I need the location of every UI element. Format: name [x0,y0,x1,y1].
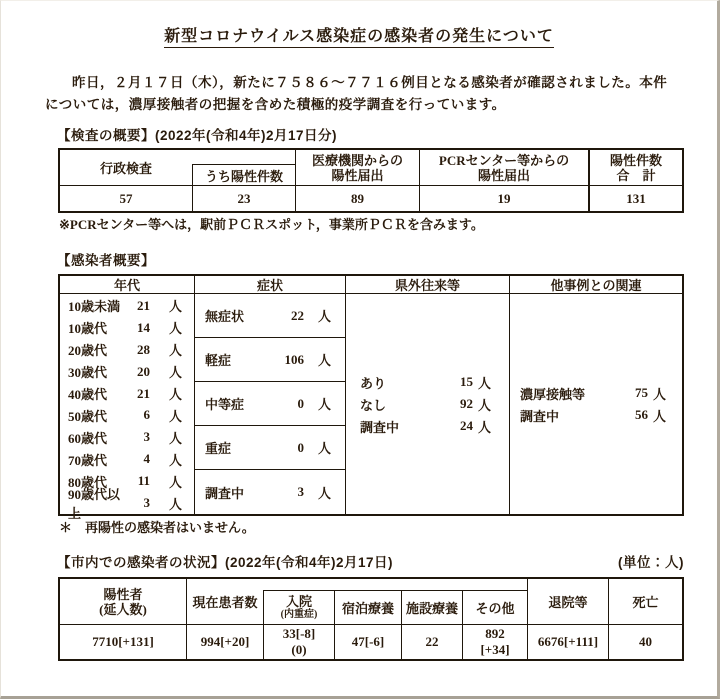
link-count: 56 [634,407,648,422]
symptom-count: 3 [297,484,304,499]
col-header-travel: 県外往来等 [345,276,509,294]
col-header-pcr-reports [419,150,588,186]
age-count: 28 [137,341,150,357]
col-header-current-patients: 現在患者数 [186,579,263,625]
age-label: 90歳代以上 [68,487,121,522]
unit-label: 人 [317,397,331,412]
age-row [68,295,182,317]
inspection-summary-table [58,148,684,213]
travel-label: なし [360,397,387,413]
col-header-medical-line2: 陽性届出 [331,167,384,183]
col-header-other: その他 [462,590,527,625]
age-row [68,339,182,361]
unit-label: 人 [317,353,331,368]
unit-label: 人 [168,299,182,315]
value-hospitalized-line1: 33[-8] [282,626,316,641]
link-label: 調査中 [520,408,560,424]
age-row [68,426,182,448]
col-header-facility-care: 施設療養 [401,590,462,625]
age-label: 20歳代 [68,343,108,359]
age-count: 21 [137,297,150,313]
value-positives: 7710[+131] [92,634,154,649]
travel-row [360,371,491,393]
travel-row [360,393,491,415]
age-label: 70歳代 [68,452,108,468]
col-header-age: 年代 [60,276,194,294]
age-row [68,487,182,522]
unit-label: 人 [652,408,666,424]
link-label: 濃厚接触等 [520,386,586,402]
age-label: 40歳代 [68,387,108,402]
symptom-count: 0 [297,439,304,455]
symptom-count: 106 [284,351,304,367]
age-row [68,448,182,470]
age-row [68,317,182,339]
value-deaths: 40 [608,625,682,659]
unit-label: 人 [477,397,491,413]
travel-label: 調査中 [360,419,400,435]
value-admin-test: 57 [119,190,133,206]
age-label: 50歳代 [68,408,108,424]
unit-label: 人 [168,452,182,468]
intro-paragraph: 昨日，２月１７日（木），新たに７５８６～７７１６例目となる感染者が確認されました。本件については，濃厚接触者の把握を含めた積極的疫学調査を行っています。 [45,75,668,112]
inspection-summary-heading: 【検査の概要】(2022年(令和4年)2月17日分) [57,128,338,143]
age-row [68,361,182,383]
symptom-label: 重症 [205,441,232,456]
value-current-patients: 994[+20] [186,625,263,659]
age-count: 3 [143,429,150,445]
header-gap-cell [263,579,527,590]
value-hotel-care: 47[-6] [334,625,401,659]
age-label: 30歳代 [68,365,108,381]
symptom-label: 軽症 [205,353,232,368]
pcr-note: ※PCRセンター等へは，駅前ＰＣＲスポット，事業所ＰＣＲを含みます。 [59,217,484,232]
link-row [520,382,666,404]
case-overview-table [58,274,684,522]
age-label: 10歳代 [68,321,108,337]
col-header-other-links: 他事例との関連 [509,276,682,294]
value-other [462,625,527,659]
value-hospitalized [263,625,334,659]
unit-label: 人 [168,474,182,490]
col-header-admin-test: 行政検査 [60,150,192,186]
age-row [68,404,182,426]
value-discharged: 6676[+111] [527,625,608,659]
value-hospitalized-line2: (0) [291,642,307,657]
symptom-row [195,338,345,382]
unit-label: 人 [168,321,182,337]
city-status-table [58,577,684,661]
unit-label: 人 [477,375,491,391]
age-distribution-list [60,294,194,522]
age-count: 6 [143,407,150,423]
col-header-symptoms: 症状 [194,276,345,294]
unit-label: 人 [168,387,182,402]
col-header-positives-line1: 陽性者 [103,586,143,602]
col-header-medical-line1: 医療機関からの [311,152,403,168]
col-header-deaths: 死亡 [608,579,682,625]
col-header-discharged: 退院等 [527,579,608,625]
unit-label: 人 [168,365,182,381]
age-label: 60歳代 [68,430,108,446]
symptom-label: 調査中 [205,485,245,501]
col-header-pcr-line2: 陽性届出 [477,167,530,183]
age-count: 3 [143,495,150,511]
col-header-hotel-care: 宿泊療養 [334,590,401,625]
age-label: 80歳代 [68,474,108,490]
col-header-positives-line2: (延人数) [99,601,147,617]
unit-label: 人 [168,408,182,424]
link-row [520,404,666,426]
symptom-row [195,294,345,338]
age-count: 14 [137,319,150,335]
travel-count: 92 [459,396,473,411]
unit-label: 人 [168,343,182,359]
unit-label: 人 [317,309,331,324]
travel-row [360,415,491,437]
age-count: 4 [143,451,150,467]
page-title-text: 新型コロナウイルス感染症の感染者の発生について [164,28,554,48]
value-positive-total: 131 [588,186,682,211]
symptom-count: 22 [290,307,304,323]
unit-label: 人 [317,485,331,501]
symptom-row [195,426,345,470]
col-header-hospitalized [263,590,334,625]
unit-label: 人 [317,441,331,456]
value-other-line1: 892 [485,626,505,641]
value-other-line2: [+34] [480,642,510,657]
unit-label: 人 [168,430,182,446]
age-count: 11 [137,473,150,489]
symptom-list [194,294,345,514]
symptom-label: 中等症 [205,397,245,412]
link-count: 75 [634,385,648,400]
city-status-heading: 【市内での感染者の状況】(2022年(令和4年)2月17日) [57,555,394,570]
unit-note: (単位：人) [618,555,684,570]
header-gap-cell [192,150,295,164]
value-medical-reports: 89 [295,186,419,211]
col-header-total-line2: 合 計 [616,167,656,183]
value-pcr-reports: 19 [419,186,588,211]
col-header-pcr-line1: PCRセンター等からの [438,152,570,168]
symptom-row [195,470,345,514]
unit-label: 人 [477,419,491,435]
case-overview-heading: 【感染者概要】 [57,253,155,268]
page-title [1,1,717,47]
col-header-medical-reports [295,150,419,186]
travel-count: 15 [459,374,473,389]
age-count: 20 [137,363,150,379]
col-header-admin-positive: うち陽性件数 [192,164,295,186]
reinfection-note: ＊ 再陽性の感染者はいません。 [59,520,255,535]
symptom-row [195,382,345,426]
unit-label: 人 [168,496,182,512]
unit-label: 人 [652,386,666,402]
col-header-hospitalized-line2: (内重症) [280,609,318,620]
other-links-list [509,294,682,514]
symptom-count: 0 [297,395,304,411]
city-status-heading-row [57,555,684,571]
value-facility-care: 22 [401,625,462,659]
age-count: 21 [137,385,150,401]
col-header-positive-total [588,150,682,186]
age-label: 10歳未満 [68,299,121,315]
col-header-hospitalized-line1: 入院 [285,594,312,609]
travel-list [345,294,509,514]
age-row [68,383,182,405]
symptom-label: 無症状 [205,309,245,324]
travel-label: あり [360,375,387,391]
col-header-total-line1: 陽性件数 [609,152,662,168]
col-header-positives [60,579,186,625]
travel-count: 24 [459,418,473,433]
value-admin-positive: 23 [192,186,295,211]
